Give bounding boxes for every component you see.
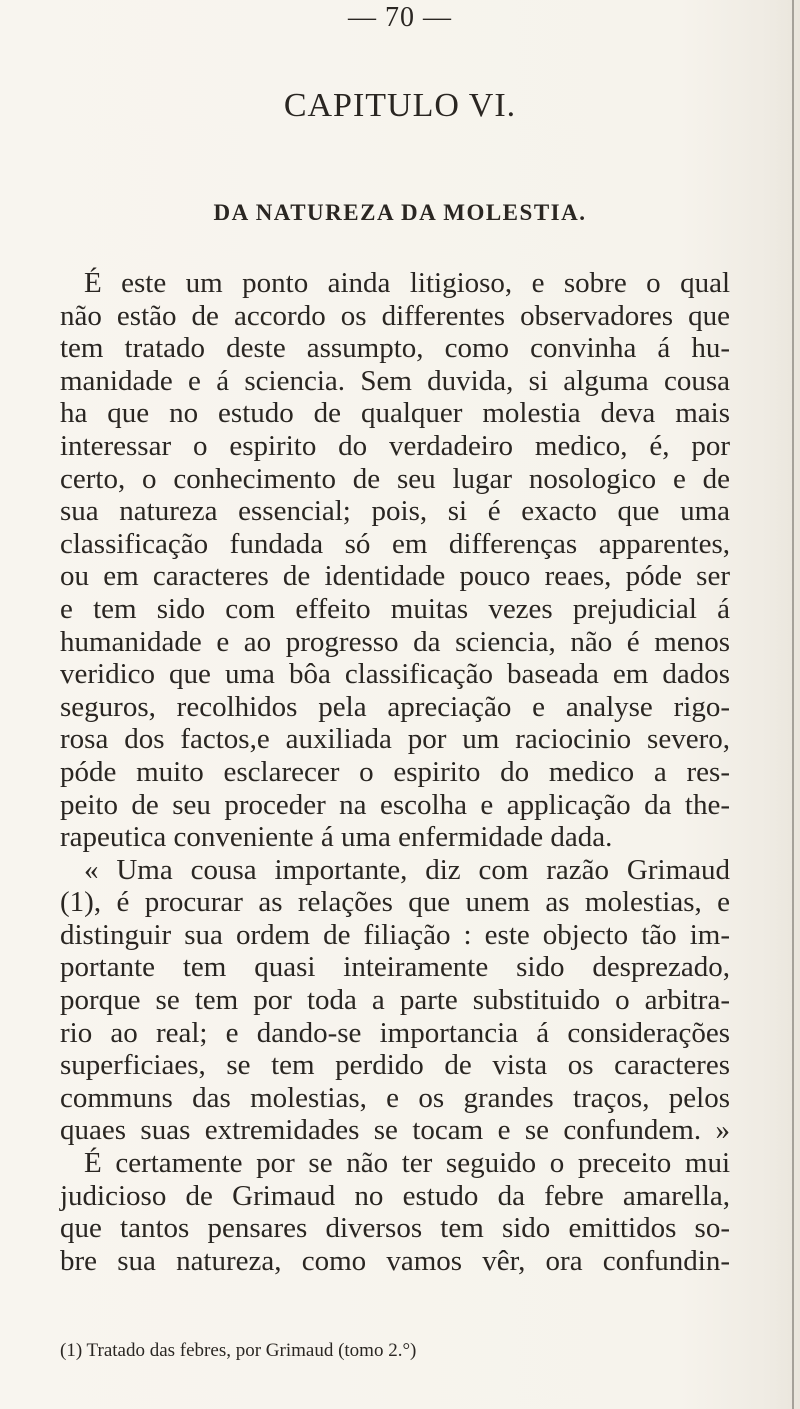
- text-line: judicioso de Grimaud no estudo da febre amarella,: [60, 1179, 730, 1212]
- text-line: bre sua natureza, como vamos vêr, ora confundin-: [60, 1244, 730, 1277]
- text-line: manidade e á sciencia. Sem duvida, si alguma cousa: [60, 364, 730, 397]
- text-line: quaes suas extremidades se tocam e se confundem. »: [60, 1114, 730, 1147]
- page-number: — 70 —: [348, 2, 452, 33]
- section-title: DA NATUREZA DA MOLESTIA.: [213, 200, 587, 225]
- text-line: communs das molestias, e os grandes traços, pelos: [60, 1081, 730, 1114]
- text-line: ou em caracteres de identidade pouco reaes, póde ser: [60, 560, 730, 593]
- text-line: superficiaes, se tem perdido de vista os caracteres: [60, 1049, 730, 1082]
- body-text: [60, 267, 730, 1277]
- text-line: tem tratado deste assumpto, como convinha á hu-: [60, 332, 730, 365]
- text-line: classificação fundada só em differenças apparentes,: [60, 527, 730, 560]
- text-line: interessar o espirito do verdadeiro medico, é, por: [60, 429, 730, 462]
- footnote: (1) Tratado das febres, por Grimaud (tomo 2.°): [60, 1340, 417, 1361]
- text-line: peito de seu proceder na escolha e applicação da the-: [60, 788, 730, 821]
- text-line: seguros, recolhidos pela apreciação e analyse rigo-: [60, 690, 730, 723]
- text-line: certo, o conhecimento de seu lugar nosologico e de: [60, 462, 730, 495]
- text-line: humanidade e ao progresso da sciencia, não é menos: [60, 625, 730, 658]
- text-line: e tem sido com effeito muitas vezes prejudicial á: [60, 592, 730, 625]
- text-line: veridico que uma bôa classificação baseada em dados: [60, 658, 730, 691]
- text-line: não estão de accordo os differentes observadores que: [60, 299, 730, 332]
- text-line: (1), é procurar as relações que unem as molestias, e: [60, 886, 730, 919]
- text-line: « Uma cousa importante, diz com razão Grimaud: [84, 853, 730, 886]
- text-line: porque se tem por toda a parte substituido o arbitra-: [60, 984, 730, 1017]
- text-line: É certamente por se não ter seguido o preceito mui: [84, 1147, 730, 1180]
- text-line: ha que no estudo de qualquer molestia deva mais: [60, 397, 730, 430]
- text-line: distinguir sua ordem de filiação : este objecto tão im-: [60, 918, 730, 951]
- text-line: póde muito esclarecer o espirito do medico a res-: [60, 755, 730, 788]
- text-line: É este um ponto ainda litigioso, e sobre o qual: [84, 267, 730, 299]
- text-line: rapeutica conveniente á uma enfermidade dada.: [60, 821, 613, 854]
- text-line: rio ao real; e dando-se importancia á considerações: [60, 1016, 730, 1049]
- text-line: que tantos pensares diversos tem sido emittidos so-: [60, 1212, 730, 1245]
- chapter-title: CAPITULO VI.: [283, 87, 517, 124]
- text-line: sua natureza essencial; pois, si é exacto que uma: [60, 495, 730, 528]
- text-line: portante tem quasi inteiramente sido desprezado,: [60, 951, 730, 984]
- text-line: rosa dos factos,e auxiliada por um raciocinio severo,: [60, 723, 730, 756]
